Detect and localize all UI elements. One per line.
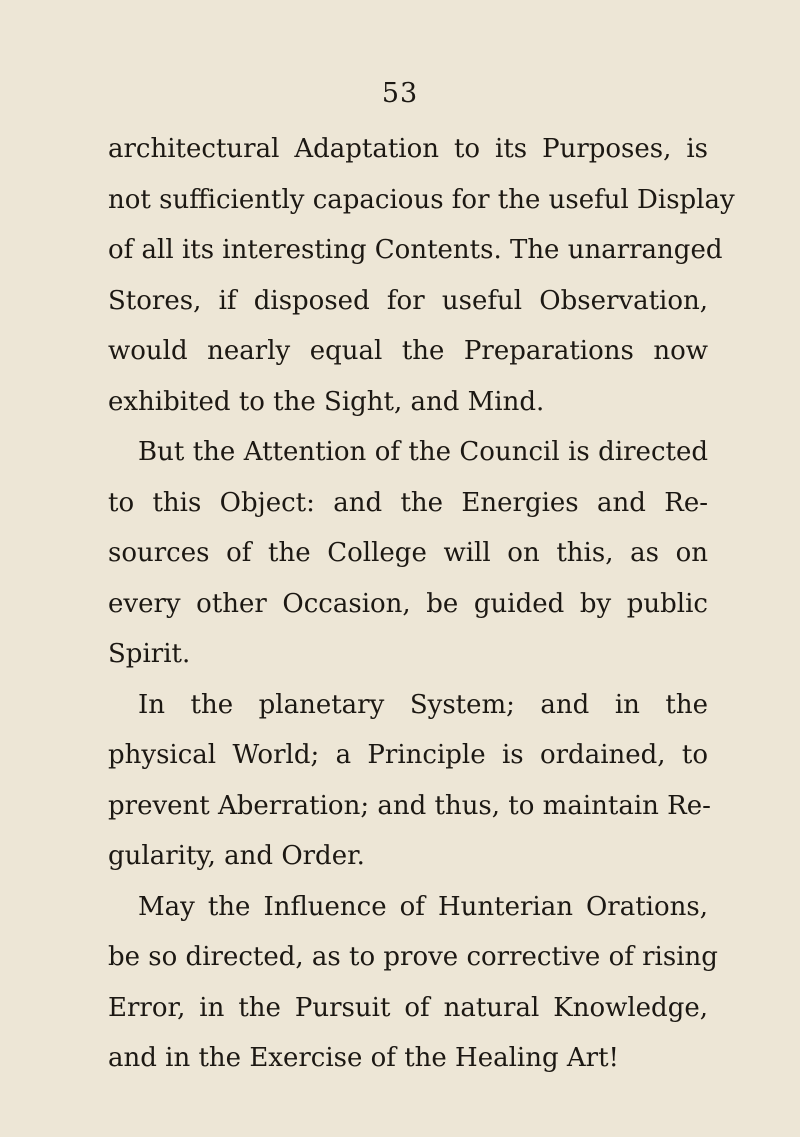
text-line: be so directed, as to prove corrective of rising (108, 942, 718, 972)
text-line: to this Object: and the Energies and Re- (108, 487, 708, 518)
text-line: Error, in the Pursuit of natural Knowledge, (108, 992, 708, 1023)
text-line: gularity, and Order. (108, 841, 365, 871)
text-line: May the Influence of Hunterian Orations, (138, 891, 708, 922)
text-line: sources of the College will on this, as on (108, 538, 708, 568)
paragraph (108, 124, 735, 427)
paragraph (108, 427, 708, 680)
text-line: and in the Exercise of the Healing Art! (108, 1043, 619, 1073)
text-line: Spirit. (108, 639, 191, 669)
text-line: But the Attention of the Council is directed (138, 437, 708, 467)
text-line: prevent Aberration; and thus, to maintain Re- (108, 790, 711, 821)
page-number: 53 (381, 78, 419, 109)
paragraph (108, 680, 711, 882)
text-line: physical World; a Principle is ordained, to (108, 740, 708, 770)
text-line: every other Occasion, be guided by public (108, 588, 708, 619)
text-line: of all its interesting Contents. The unarranged (108, 235, 723, 265)
body-text (108, 124, 735, 1084)
text-line: exhibited to the Sight, and Mind. (108, 386, 545, 417)
text-line: not sufficiently capacious for the useful Display (108, 184, 735, 215)
text-line: would nearly equal the Preparations now (108, 336, 708, 366)
text-line: In the planetary System; and in the (138, 689, 708, 720)
text-line: architectural Adaptation to its Purposes, is (108, 134, 708, 164)
paragraph (108, 882, 718, 1084)
text-line: Stores, if disposed for useful Observation, (108, 285, 708, 316)
